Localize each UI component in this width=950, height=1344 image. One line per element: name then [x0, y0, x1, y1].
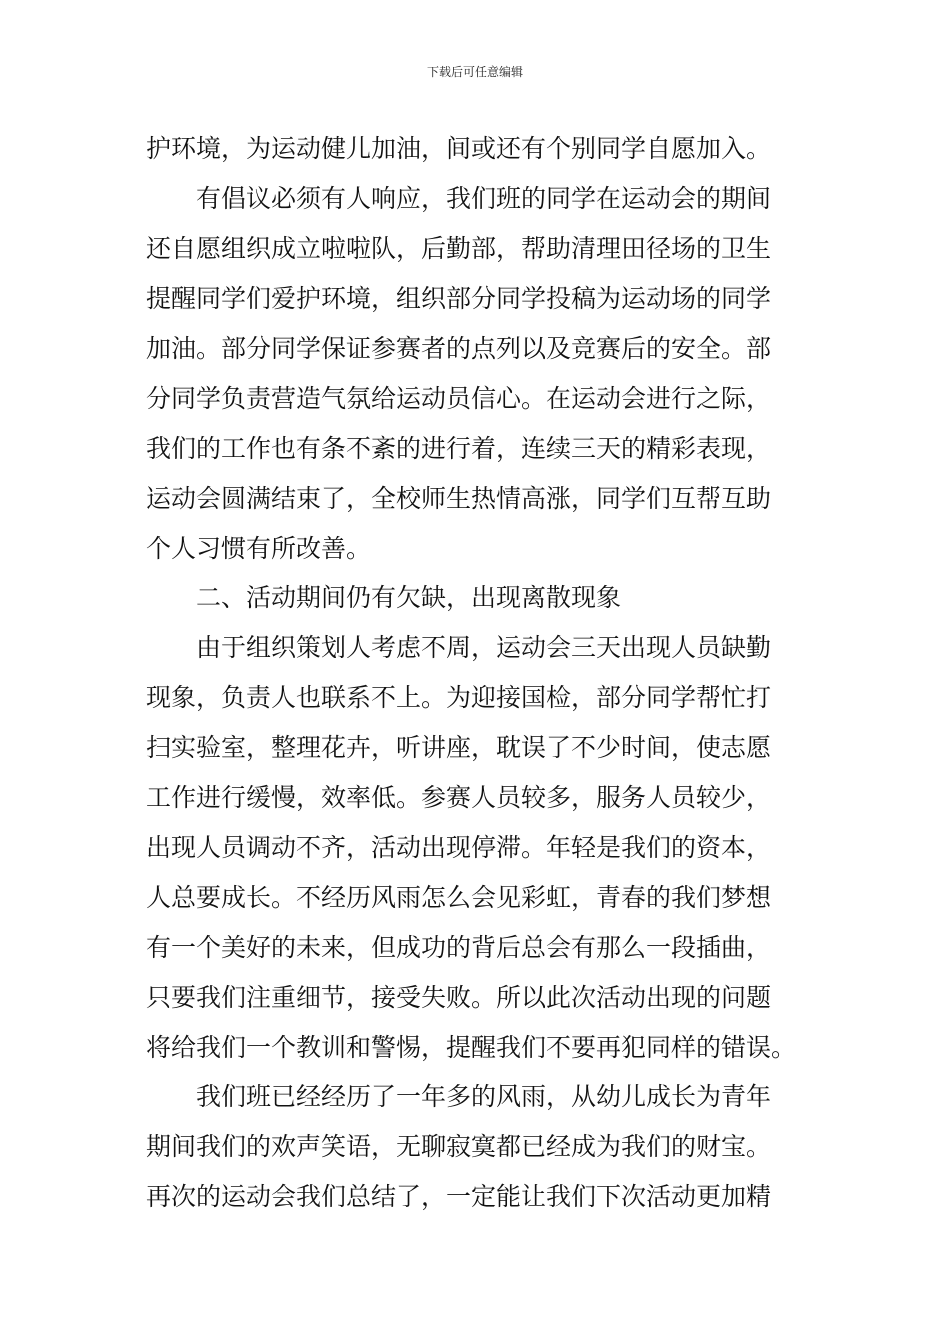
- text-line-3: 还自愿组织成立啦啦队，后勤部，帮助清理田径场的卫生: [146, 234, 772, 263]
- text-line-17: 有一个美好的未来，但成功的背后总会有那么一段插曲，: [146, 933, 772, 962]
- text-line-22: 再次的运动会我们总结了，一定能让我们下次活动更加精: [146, 1182, 772, 1211]
- text-line-20: 我们班已经经历了一年多的风雨，从幼儿成长为青年: [196, 1082, 772, 1111]
- text-line-6: 分同学负责营造气氛给运动员信心。在运动会进行之际，: [146, 384, 772, 413]
- text-line-11: 由于组织策划人考虑不周，运动会三天出现人员缺勤: [196, 633, 772, 662]
- text-line-19: 将给我们一个教训和警惕，提醒我们不要再犯同样的错误。: [146, 1033, 797, 1062]
- text-line-4: 提醒同学们爱护环境，组织部分同学投稿为运动场的同学: [146, 284, 772, 313]
- text-line-7: 我们的工作也有条不紊的进行着，连续三天的精彩表现，: [146, 434, 772, 463]
- text-line-21: 期间我们的欢声笑语，无聊寂寞都已经成为我们的财宝。: [146, 1132, 772, 1161]
- text-line-18: 只要我们注重细节，接受失败。所以此次活动出现的问题: [146, 983, 772, 1012]
- text-line-9: 个人习惯有所改善。: [146, 534, 372, 563]
- text-line-8: 运动会圆满结束了，全校师生热情高涨，同学们互帮互助: [146, 484, 772, 513]
- text-line-16: 人总要成长。不经历风雨怎么会见彩虹，青春的我们梦想: [146, 883, 772, 912]
- text-line-15: 出现人员调动不齐，活动出现停滞。年轻是我们的资本，: [146, 833, 772, 862]
- text-line-12: 现象，负责人也联系不上。为迎接国检，部分同学帮忙打: [146, 683, 772, 712]
- header-note: 下载后可任意编辑: [426, 65, 523, 79]
- text-line-5: 加油。部分同学保证参赛者的点列以及竞赛后的安全。部: [146, 334, 772, 363]
- text-line-14: 工作进行缓慢，效率低。参赛人员较多，服务人员较少，: [146, 783, 772, 812]
- text-line-2: 有倡议必须有人响应，我们班的同学在运动会的期间: [196, 184, 772, 213]
- section-heading: 二、活动期间仍有欠缺，出现离散现象: [196, 583, 622, 612]
- text-line-13: 扫实验室，整理花卉，听讲座，耽误了不少时间，使志愿: [146, 733, 772, 762]
- text-line-1: 护环境，为运动健儿加油，间或还有个别同学自愿加入。: [146, 134, 772, 163]
